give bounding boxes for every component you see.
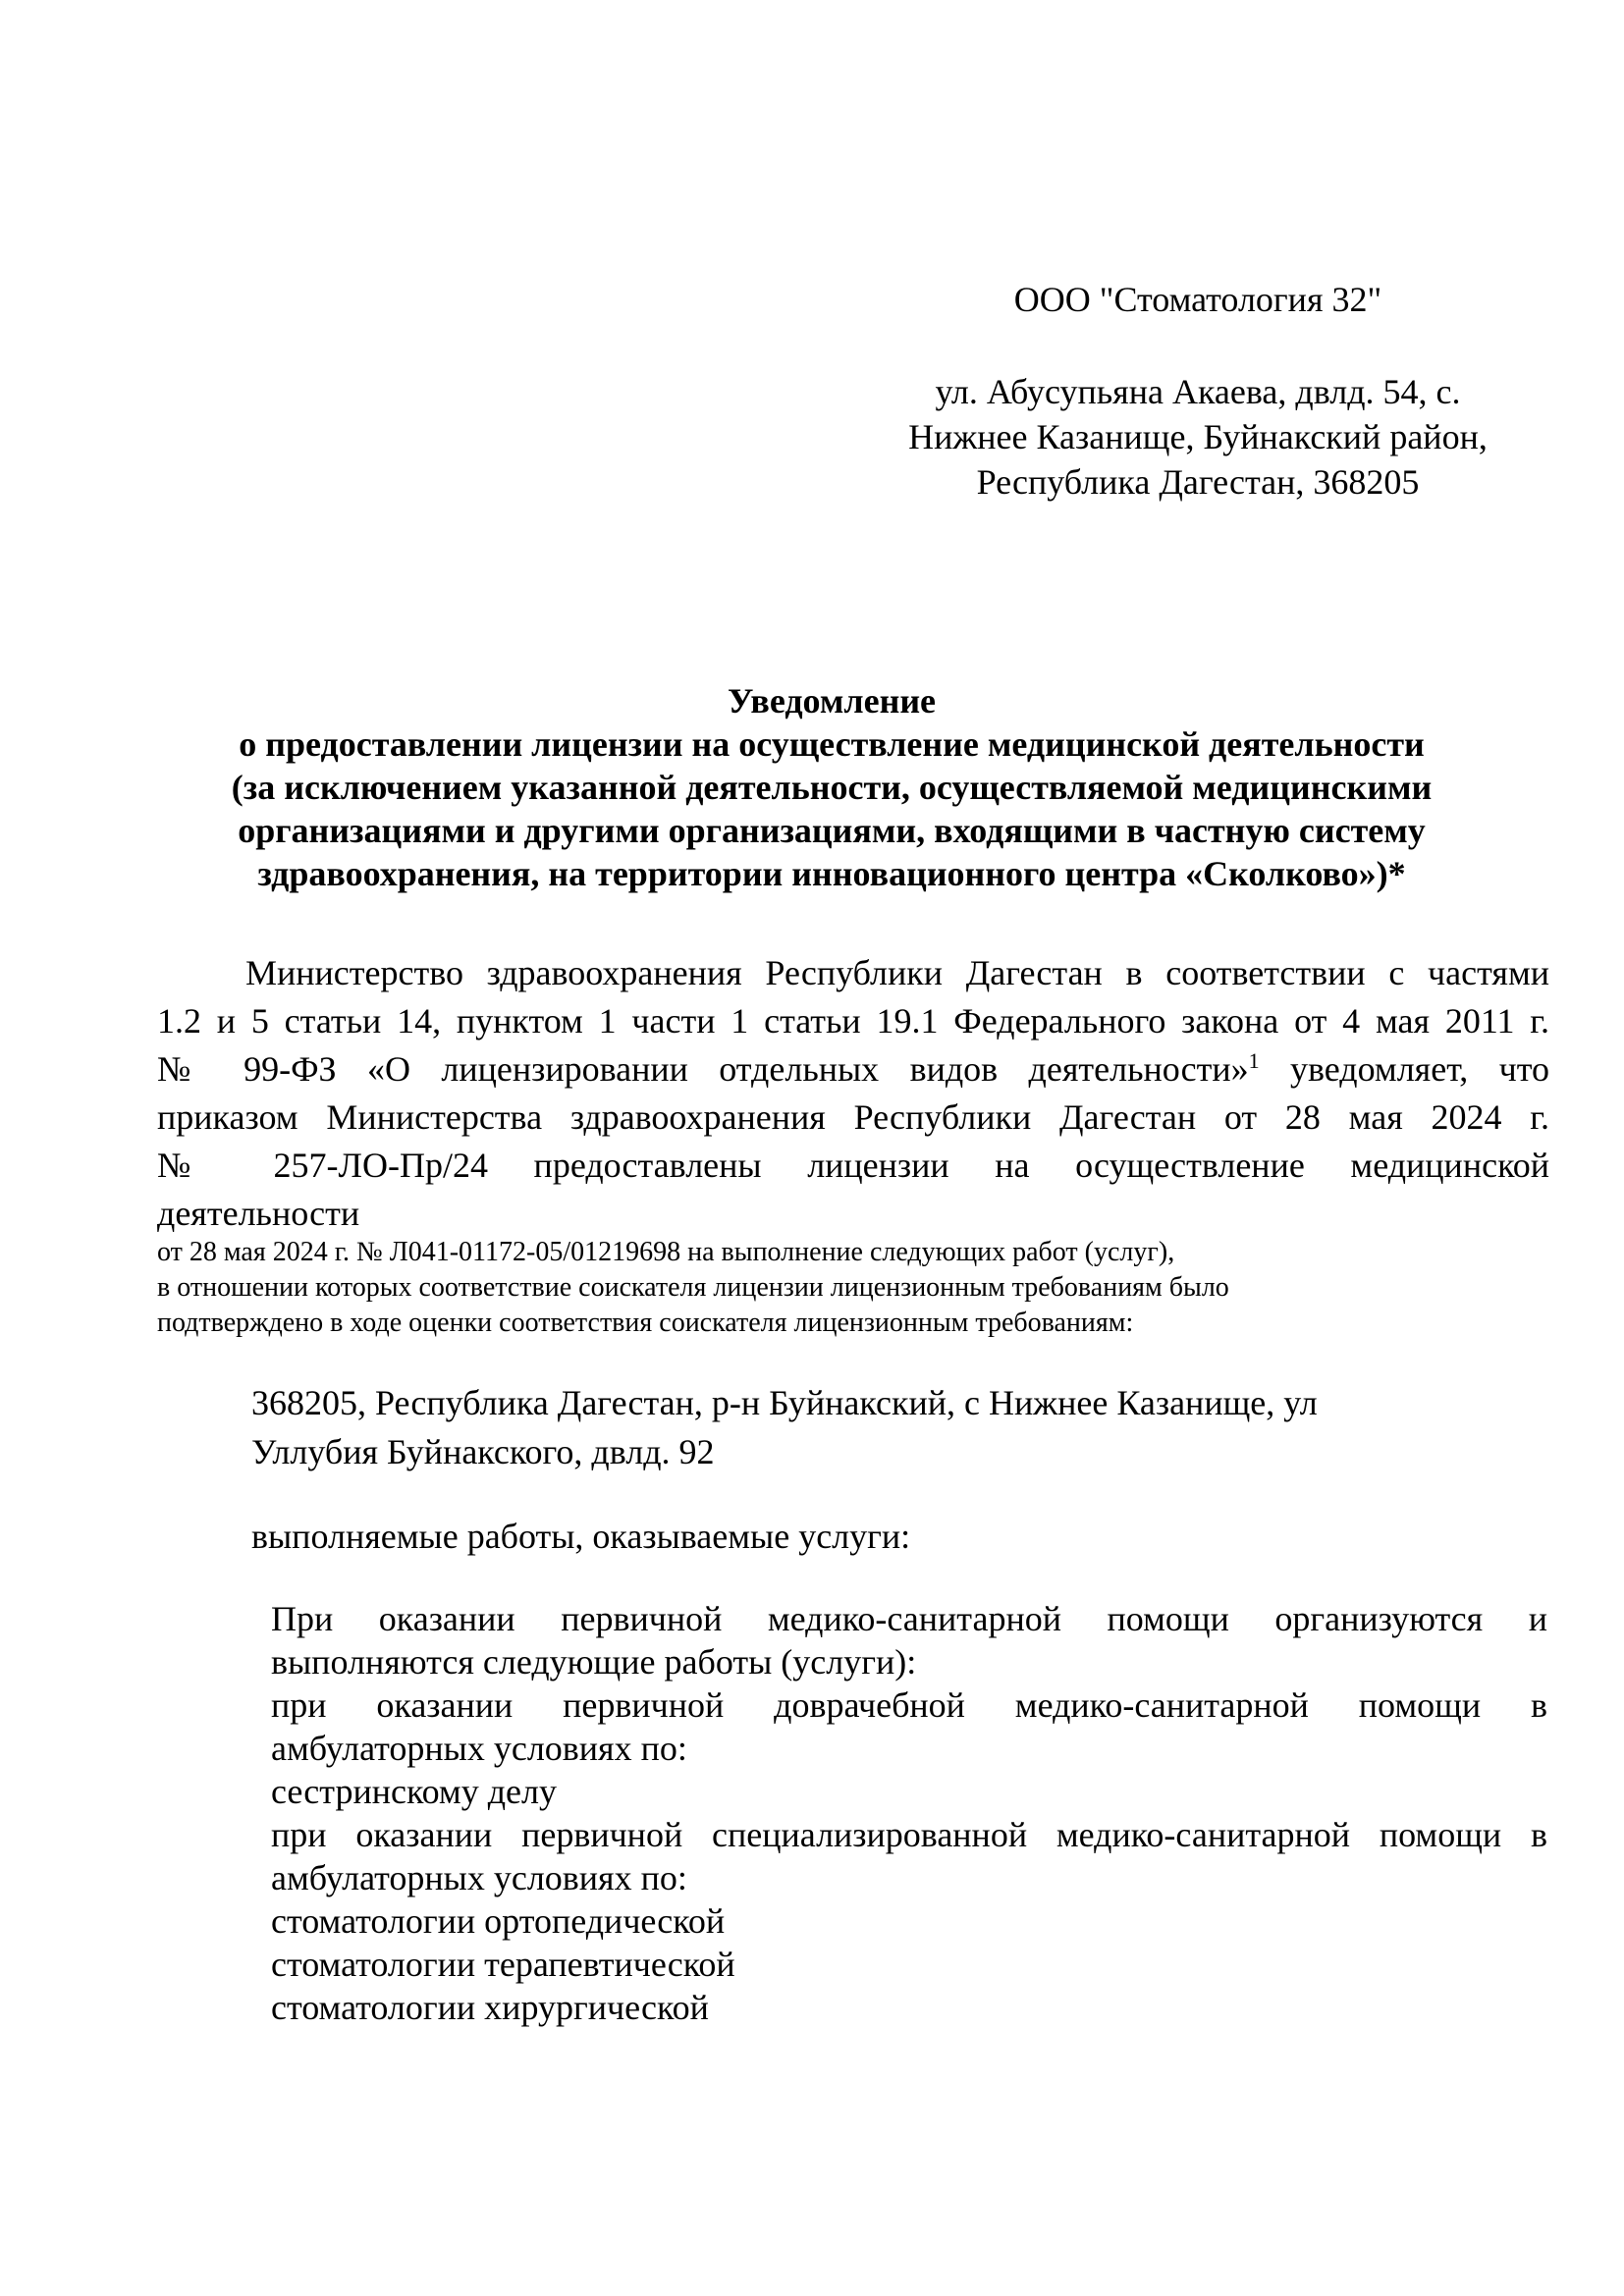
services-section-line: амбулаторных условиях по:	[271, 1729, 687, 1768]
service-item: стоматологии хирургической	[271, 1988, 709, 2027]
footnote-marker: 1	[1248, 1048, 1260, 1073]
body-line-text: уведомляет, что	[1259, 1049, 1549, 1089]
recipient-block	[835, 277, 1561, 505]
services-section-line: при оказании первичной доврачебной медико-санитарной помощи в	[271, 1685, 1547, 1725]
notice-title	[157, 679, 1506, 895]
notice-title-line: (за исключением указанной деятельности, осуществляемой медицинскими	[231, 768, 1433, 807]
service-item: сестринскому делу	[271, 1772, 557, 1811]
service-item: стоматологии ортопедической	[271, 1901, 726, 1941]
notice-title-heading: Уведомление	[727, 681, 937, 721]
activity-address	[251, 1378, 1528, 1476]
body-line: приказом Министерства здравоохранения Республики Дагестан от 28 мая 2024 г.	[157, 1097, 1549, 1137]
services-intro-line: При оказании первичной медико-санитарной помощи организуются и	[271, 1599, 1547, 1638]
services-intro-line: выполняются следующие работы (услуги):	[271, 1642, 917, 1682]
works-label: выполняемые работы, оказываемые услуги:	[251, 1517, 911, 1556]
activity-address-line: 368205, Республика Дагестан, р-н Буйнакский, с Нижнее Казанище, ул	[251, 1383, 1318, 1422]
services-section-line: при оказании первичной специализированной медико-санитарной помощи в	[271, 1815, 1547, 1854]
license-info	[157, 1235, 1549, 1341]
body-line-text: № 99-ФЗ «О лицензировании отдельных видов деятельности»	[157, 1049, 1249, 1089]
services-list	[271, 1597, 1547, 2029]
notice-title-line: организациями и другими организациями, входящими в частную систему	[238, 811, 1426, 850]
services-section-line: амбулаторных условиях по:	[271, 1858, 687, 1897]
body-line: деятельности	[157, 1194, 360, 1233]
license-info-line: в отношении которых соответствие соискателя лицензии лицензионным требованиям было	[157, 1272, 1229, 1303]
activity-address-line: Уллубия Буйнакского, двлд. 92	[251, 1432, 715, 1471]
recipient-address-line: Республика Дагестан, 368205	[976, 462, 1420, 502]
notice-title-line: о предоставлении лицензии на осуществление медицинской деятельности	[239, 724, 1425, 764]
recipient-address-line: Нижнее Казанище, Буйнакский район,	[908, 417, 1488, 456]
recipient-address-line: ул. Абусупьяна Акаева, двлд. 54, с.	[935, 372, 1461, 411]
body-line: Министерство здравоохранения Республики Дагестан в соответствии с частями	[245, 953, 1549, 992]
service-item: стоматологии терапевтической	[271, 1945, 735, 1984]
notice-body-paragraph	[157, 949, 1549, 1238]
body-line: 1.2 и 5 статьи 14, пунктом 1 части 1 статьи 19.1 Федерального закона от 4 мая 2011 г.	[157, 1001, 1549, 1041]
notice-title-line: здравоохранения, на территории инновационного центра «Сколково»)*	[257, 854, 1406, 893]
recipient-org-name: ООО "Стоматология 32"	[1013, 280, 1382, 319]
body-line: № 257-ЛО-Пр/24 предоставлены лицензии на осуществление медицинской	[157, 1146, 1549, 1185]
license-info-line: от 28 мая 2024 г. № Л041-01172-05/01219698 на выполнение следующих работ (услуг),	[157, 1237, 1175, 1267]
license-info-line: подтверждено в ходе оценки соответствия соискателя лицензионным требованиям:	[157, 1308, 1134, 1338]
body-line	[157, 1045, 1549, 1094]
